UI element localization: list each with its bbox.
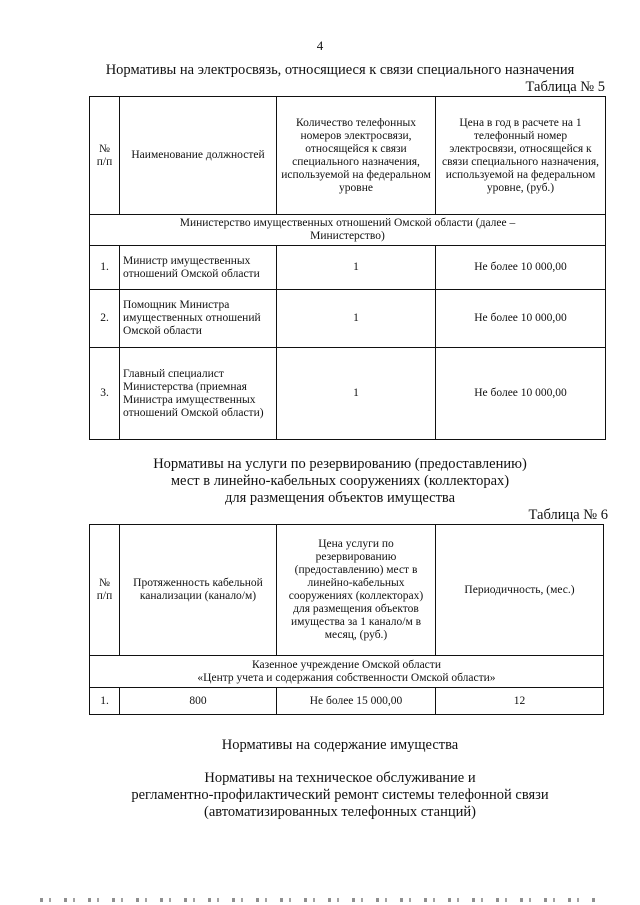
table5-header-count: Количество телефонных номеров электросвязи, относящейся к связи специального назначения, используемой на федеральном уровне xyxy=(277,97,436,215)
table6-header-num: № п/п xyxy=(90,525,120,656)
table-row xyxy=(90,290,606,348)
table-row xyxy=(90,348,606,440)
scan-artifact-strip xyxy=(40,898,600,902)
table6-header-price: Цена услуги по резервированию (предоставлению) мест в линейно-кабельных сооружениях (коллекторах) для размещения объектов имущества за 1 канало/м в месяц, (руб.) xyxy=(277,525,436,656)
row-number: 1. xyxy=(90,246,120,290)
table-5 xyxy=(89,96,606,440)
service-price: Не более 15 000,00 xyxy=(277,688,436,715)
page-number: 4 xyxy=(316,38,324,53)
section2-title-line: Нормативы на услуги по резервированию (предоставлению) xyxy=(153,456,527,472)
table6-header-period: Периодичность, (мес.) xyxy=(436,525,604,656)
table-6 xyxy=(89,524,604,715)
section2-title xyxy=(60,456,620,507)
table6-group-row xyxy=(90,656,604,688)
row-number: 3. xyxy=(90,348,120,440)
table5-group-row xyxy=(90,215,606,246)
position-name: Помощник Министра имущественных отношений Омской области xyxy=(120,290,277,348)
cable-length: 800 xyxy=(120,688,277,715)
table6-group-line: «Центр учета и содержания собственности Омской области» xyxy=(197,671,496,684)
price-per-year: Не более 10 000,00 xyxy=(436,348,606,440)
table5-label: Таблица № 5 xyxy=(525,79,605,95)
periodicity: 12 xyxy=(436,688,604,715)
table-row xyxy=(90,688,604,715)
table6-header-row xyxy=(90,525,604,656)
table5-header-price: Цена в год в расчете на 1 телефонный номер электросвязи, относящейся к связи специального назначения, используемой на федеральном уровне, (руб.) xyxy=(436,97,606,215)
table6-group-label xyxy=(90,656,604,688)
table5-header-row xyxy=(90,97,606,215)
row-number: 2. xyxy=(90,290,120,348)
price-per-year: Не более 10 000,00 xyxy=(436,246,606,290)
section3-subtitle-line: регламентно-профилактический ремонт системы телефонной связи xyxy=(131,787,549,803)
position-name: Главный специалист Министерства (приемная Министра имущественных отношений Омской области) xyxy=(120,348,277,440)
table5-group-label: Министерство имущественных отношений Омской области (далее – Министерство) xyxy=(90,215,606,246)
section1-title: Нормативы на электросвязь, относящиеся к связи специального назначения xyxy=(105,62,575,78)
position-name: Министр имущественных отношений Омской области xyxy=(120,246,277,290)
table5-header-num: № п/п xyxy=(90,97,120,215)
phone-count: 1 xyxy=(277,246,436,290)
table6-header-length: Протяженность кабельной канализации (канало/м) xyxy=(120,525,277,656)
section2-title-line: для размещения объектов имущества xyxy=(224,490,456,506)
table6-label: Таблица № 6 xyxy=(528,507,608,523)
row-number: 1. xyxy=(90,688,120,715)
table5-header-position: Наименование должностей xyxy=(120,97,277,215)
table6-group-line: Казенное учреждение Омской области xyxy=(252,658,441,671)
section3-title: Нормативы на содержание имущества xyxy=(221,737,459,753)
price-per-year: Не более 10 000,00 xyxy=(436,290,606,348)
section2-title-line: мест в линейно-кабельных сооружениях (коллекторах) xyxy=(170,473,510,489)
section3-subtitle-line: Нормативы на техническое обслуживание и xyxy=(204,770,476,786)
section3-subtitle xyxy=(60,770,620,821)
section3-subtitle-line: (автоматизированных телефонных станций) xyxy=(204,804,476,820)
table-row xyxy=(90,246,606,290)
phone-count: 1 xyxy=(277,290,436,348)
phone-count: 1 xyxy=(277,348,436,440)
